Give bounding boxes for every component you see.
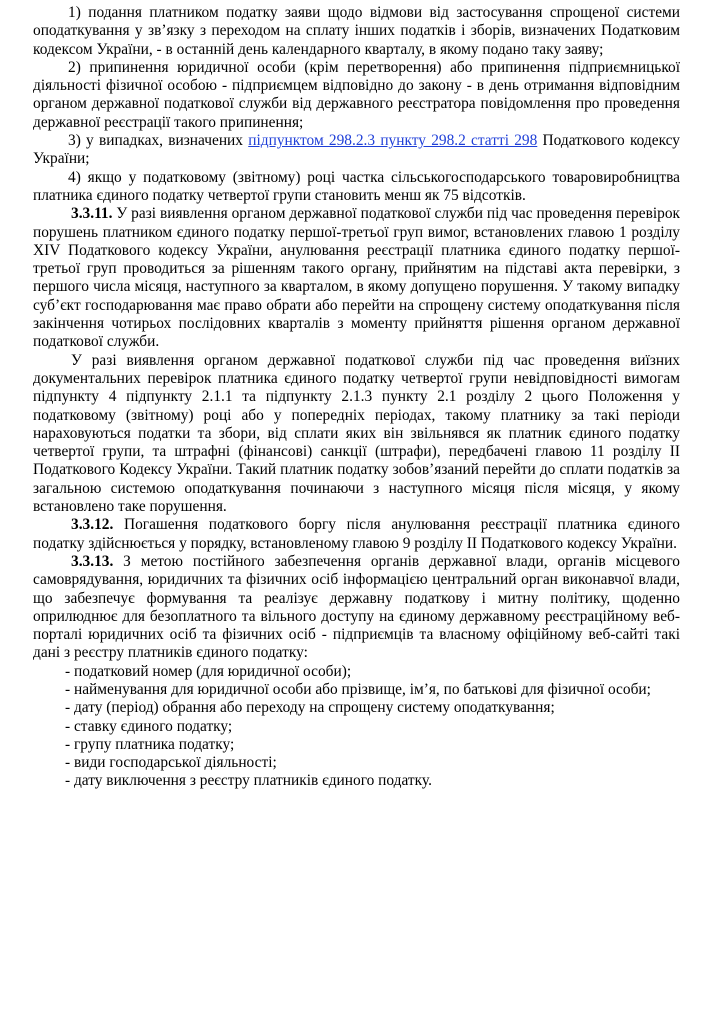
section-3-3-11-para-2: У разі виявлення органом державної податкової служби під час проведення виїзних документальних перевірок платника єдиного податку четвертої групи невідповідності вимогам підпункту 4 підпункту 2.1.1 та підпункту 2.1.3 пункту 2.1 розділу 2 цього Положення у податковому (звітному) році або у попередніх періодах, такому платнику за такі періоди нараховуються податки та збори, від сплати яких він звільнявся як платник єдиного податку четвертої групи, та штрафні (фінансові) санкції (штрафи), передбачені главою 11 розділу II Податкового Кодексу України. Такий платник податку зобов’язаний перейти до сплати податків за загальною системою оподаткування починаючи з наступного місяця після місяця, у якому встановлено таке порушення. — [33, 351, 680, 516]
item-2: 2) припинення юридичної особи (крім перетворення) або припинення підприємницької діяльності фізичної особою - підприємцем відповідно до закону - в день отримання відповідним органом державної податкової служби від державного реєстратора повідомлення про проведення державної реєстрації такого припинення; — [33, 58, 680, 131]
list-item: - найменування для юридичної особи або прізвище, ім’я, по батькові для фізичної особи; — [65, 680, 651, 698]
section-text: Погашення податкового боргу після анулювання реєстрації платника єдиного податку здійснюється у порядку, встановленому главою 9 розділу II Податкового кодексу України. — [33, 516, 680, 552]
section-3-3-12 — [33, 516, 680, 553]
list-item: - податковий номер (для юридичної особи); — [65, 662, 352, 680]
section-text: У разі виявлення органом державної податкової служби під час проведення перевірок порушень платником єдиного податку першої-третьої груп вимог, встановлених главою 1 розділу XIV Податкового кодексу України, анулювання реєстрації платника єдиного податку першої-третьої груп проводиться за рішенням такого органу, прийнятим на підставі акта перевірки, з першого числа місяця, наступного за кварталом, в якому допущено порушення. У такому випадку суб’єкт господарювання має право обрати або перейти на спрощену систему оподаткування після закінчення чотирьох послідовних кварталів з моменту прийняття рішення органом державної податкової служби. — [33, 205, 680, 351]
section-3-3-11 — [33, 205, 680, 351]
list-item: - дату виключення з реєстру платників єдиного податку. — [65, 772, 432, 790]
list-item: - ставку єдиного податку; — [65, 717, 233, 735]
section-3-3-13 — [33, 553, 680, 663]
document-page — [33, 4, 680, 791]
section-text: З метою постійного забезпечення органів державної влади, органів місцевого самоврядування, юридичних та фізичних осіб інформацією центральний орган виконавчої влади, що забезпечує формування та реалізує державну податкову і митну політику, щоденно оприлюднює для безоплатного та вільного доступу на єдиному державному реєстраційному веб-порталі юридичних осіб та фізичних осіб - підприємців та власному офіційному веб-сайті такі дані з реєстру платників єдиного податку: — [33, 552, 680, 662]
section-number: 3.3.13. — [71, 552, 114, 570]
list-item: - види господарської діяльності; — [65, 754, 277, 772]
item-3-prefix: 3) у випадках, визначених — [68, 132, 249, 150]
item-3-suffix: Податкового кодексу України; — [33, 132, 680, 168]
item-1: 1) подання платником податку заяви щодо відмови від застосування спрощеної системи оподаткування у зв’язку з переходом на сплату інших податків і зборів, визначених Податковим кодексом України, - в останній день календарного кварталу, в якому подано таку заяву; — [33, 4, 680, 58]
list-item: - групу платника податку; — [65, 735, 235, 753]
item-3 — [33, 132, 680, 169]
section-number: 3.3.11. — [71, 205, 113, 223]
section-number: 3.3.12. — [71, 516, 114, 534]
item-4: 4) якщо у податковому (звітному) році частка сільськогосподарського товаровиробництва платника єдиного податку четвертої групи становить менш як 75 відсотків. — [33, 168, 680, 204]
list-item: - дату (період) обрання або переходу на спрощену систему оподаткування; — [65, 699, 555, 717]
article-298-link[interactable]: підпунктом 298.2.3 пункту 298.2 статті 298 — [248, 132, 538, 150]
